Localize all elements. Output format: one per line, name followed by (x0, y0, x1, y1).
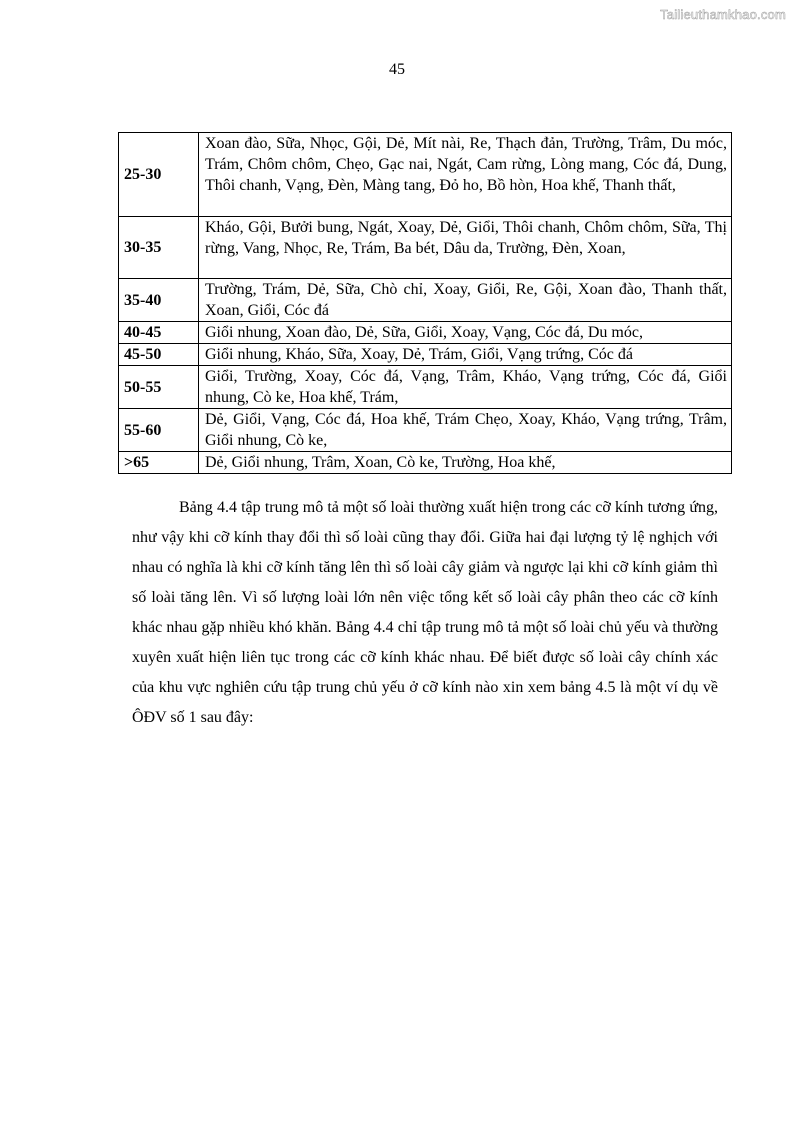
diameter-class-cell: 40-45 (119, 322, 199, 344)
diameter-class-cell: 25-30 (119, 133, 199, 217)
table-row (119, 366, 732, 409)
diameter-class-cell: 35-40 (119, 279, 199, 322)
watermark: Tailieuthamkhao.com (660, 7, 786, 22)
table-row (119, 409, 732, 452)
species-list-cell: Giổi nhung, Xoan đào, Dẻ, Sữa, Giổi, Xoay, Vạng, Cóc đá, Du móc, (199, 322, 732, 344)
species-list-cell: Kháo, Gội, Bưởi bung, Ngát, Xoay, Dẻ, Giổi, Thôi chanh, Chôm chôm, Sữa, Thị rừng, Vang, Nhọc, Re, Trám, Ba bét, Dâu da, Trường, Đèn, Xoan, (199, 217, 732, 279)
diameter-class-cell: 30-35 (119, 217, 199, 279)
table-row (119, 133, 732, 217)
species-list-cell: Dẻ, Giổi nhung, Trâm, Xoan, Cò ke, Trường, Hoa khế, (199, 452, 732, 474)
species-list-cell: Xoan đào, Sữa, Nhọc, Gội, Dẻ, Mít nài, Re, Thạch đản, Trường, Trâm, Du móc, Trám, Chôm chôm, Chẹo, Gạc nai, Ngát, Cam rừng, Lòng mang, Cóc đá, Dung, Thôi chanh, Vạng, Đèn, Màng tang, Đỏ ho, Bồ hòn, Hoa khế, Thanh thất, (199, 133, 732, 217)
table-row (119, 322, 732, 344)
diameter-class-cell: >65 (119, 452, 199, 474)
table-row (119, 279, 732, 322)
body-paragraph: Bảng 4.4 tập trung mô tả một số loài thường xuất hiện trong các cỡ kính tương ứng, như vậy khi cỡ kính thay đổi thì số loài cũng thay đổi. Giữa hai đại lượng tỷ lệ nghịch với nhau có nghĩa là khi cỡ kính tăng lên thì số loài cây giảm và ngược lại khi cỡ kính giảm thì số loài tăng lên. Vì số lượng loài lớn nên việc tổng kết số loài cây phân theo các cỡ kính khác nhau gặp nhiều khó khăn. Bảng 4.4 chỉ tập trung mô tả một số loài chủ yếu và thường xuyên xuất hiện liên tục trong các cỡ kính khác nhau. Để biết được số loài cây chính xác của khu vực nghiên cứu tập trung chủ yếu ở cỡ kính nào xin xem bảng 4.5 là một ví dụ về ÔĐV số 1 sau đây: (132, 499, 718, 726)
table-row (119, 217, 732, 279)
species-list-cell: Giổi, Trường, Xoay, Cóc đá, Vạng, Trâm, Kháo, Vạng trứng, Cóc đá, Giổi nhung, Cò ke, Hoa khế, Trám, (199, 366, 732, 409)
table-row (119, 452, 732, 474)
species-list-cell: Dẻ, Giổi, Vạng, Cóc đá, Hoa khế, Trám Chẹo, Xoay, Kháo, Vạng trứng, Trâm, Giổi nhung, Cò ke, (199, 409, 732, 452)
species-list-cell: Giổi nhung, Kháo, Sữa, Xoay, Dẻ, Trám, Giổi, Vạng trứng, Cóc đá (199, 344, 732, 366)
table-row (119, 344, 732, 366)
species-by-diameter-table (118, 132, 732, 474)
diameter-class-cell: 45-50 (119, 344, 199, 366)
species-list-cell: Trường, Trám, Dẻ, Sữa, Chò chỉ, Xoay, Giổi, Re, Gội, Xoan đào, Thanh thất, Xoan, Giổi, Cóc đá (199, 279, 732, 322)
diameter-class-cell: 50-55 (119, 366, 199, 409)
diameter-class-cell: 55-60 (119, 409, 199, 452)
page-number: 45 (389, 61, 405, 78)
